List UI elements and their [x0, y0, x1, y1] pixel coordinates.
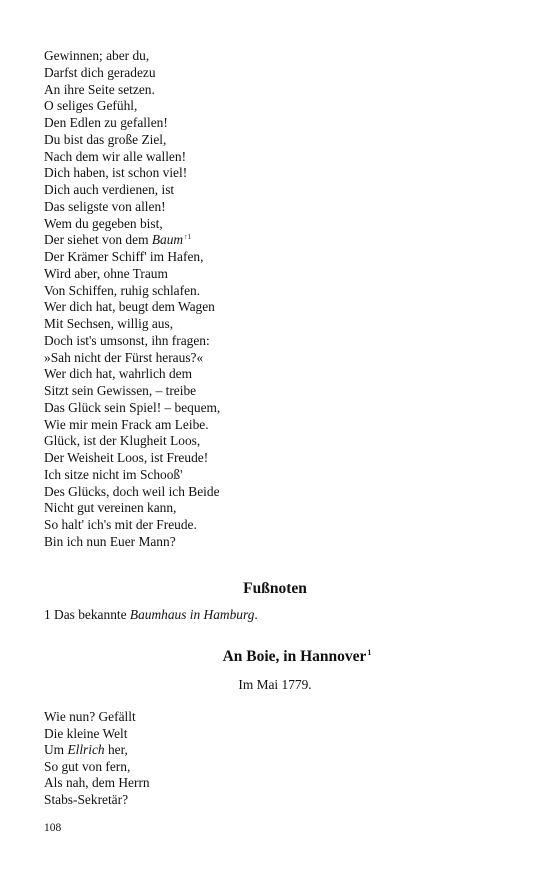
poem-line: Die kleine Welt [44, 725, 128, 741]
poem-line: Glück, ist der Klugheit Loos, [44, 433, 201, 449]
poem-line-text: Um [44, 742, 68, 758]
poem-line: So gut von fern, [44, 758, 131, 774]
footnote-end: . [254, 607, 258, 622]
poem-line: Des Glücks, doch weil ich Beide [44, 483, 220, 499]
poem-line: Das Glück sein Spiel! – bequem, [44, 399, 221, 415]
page-number: 108 [44, 822, 62, 834]
poem-line: Als nah, dem Herrn [44, 775, 150, 791]
poem-line: Nach dem wir alle wallen! [44, 148, 187, 164]
poem-line: Wird aber, ohne Traum [44, 265, 168, 281]
footnotes-heading: Fußnoten [243, 580, 307, 597]
footnote-italic-text: Baumhaus in Hamburg [129, 607, 255, 622]
poem-line: Doch ist's umsonst, ihn fragen: [44, 332, 210, 348]
poem-line: Dich haben, ist schon viel! [44, 165, 188, 181]
poem-line: Wie mir mein Frack am Leibe. [44, 416, 209, 432]
poem-line: Wie nun? Gefällt [44, 709, 136, 724]
poem-line: Stabs-Sekretär? [44, 791, 129, 807]
poem-line: Ich sitze nicht im Schooß' [44, 466, 183, 482]
poem-line: Wer dich hat, beugt dem Wagen [44, 299, 215, 315]
poem-line: Du bist das große Ziel, [44, 131, 167, 147]
section-title-text: An Boie, in Hannover [222, 648, 367, 665]
poem-line: An ihre Seite setzen. [44, 81, 155, 97]
poem-line-text: her, [104, 742, 128, 758]
poem-line: Bin ich nun Euer Mann? [44, 533, 176, 549]
poem-line: Den Edlen zu gefallen! [44, 115, 168, 130]
poem-line-baum [44, 232, 220, 249]
section-title [22, 648, 550, 666]
footnote-number: 1 Das bekannte [44, 607, 130, 622]
poem-line: Wer dich hat, wahrlich dem [44, 366, 193, 382]
baum-word: Baum [151, 232, 184, 248]
poem-line: Wem du gegeben bist, [44, 215, 163, 231]
poem-line: Dich auch verdienen, ist [44, 182, 175, 197]
poem-line: Von Schiffen, ruhig schlafen. [44, 282, 201, 298]
poem-continuation [44, 48, 220, 551]
poem-line: Der Krämer Schiff' im Hafen, [44, 249, 204, 264]
poem-line: »Sah nicht der Fürst heraus?« [44, 349, 204, 365]
poem-line: Nicht gut vereinen kann, [44, 500, 177, 516]
poem-line-ellrich [44, 742, 150, 759]
footnote-reference-link[interactable]: ↑1 [184, 232, 192, 241]
ellrich-word: Ellrich [67, 742, 105, 758]
poem-line: Der Weisheit Loos, ist Freude! [44, 450, 209, 465]
poem-line: Gewinnen; aber du, [44, 48, 150, 63]
section-title-footnote-link[interactable]: 1 [367, 647, 372, 657]
poem-line: So halt' ich's mit der Freude. [44, 517, 197, 532]
poem-line: O seliges Gefühl, [44, 98, 138, 114]
footnote-entry [44, 607, 258, 623]
poem-line: Sitzt sein Gewissen, – treibe [44, 383, 197, 398]
poem-line: Das seligste von allen! [44, 198, 166, 214]
poem-line: Darfst dich geradezu [44, 64, 156, 80]
poem-new [44, 709, 150, 809]
poem-line-text: Der siehet von dem [44, 232, 152, 248]
poem-line: Mit Sechsen, willig aus, [44, 316, 174, 331]
dateline: Im Mai 1779. [238, 677, 312, 692]
